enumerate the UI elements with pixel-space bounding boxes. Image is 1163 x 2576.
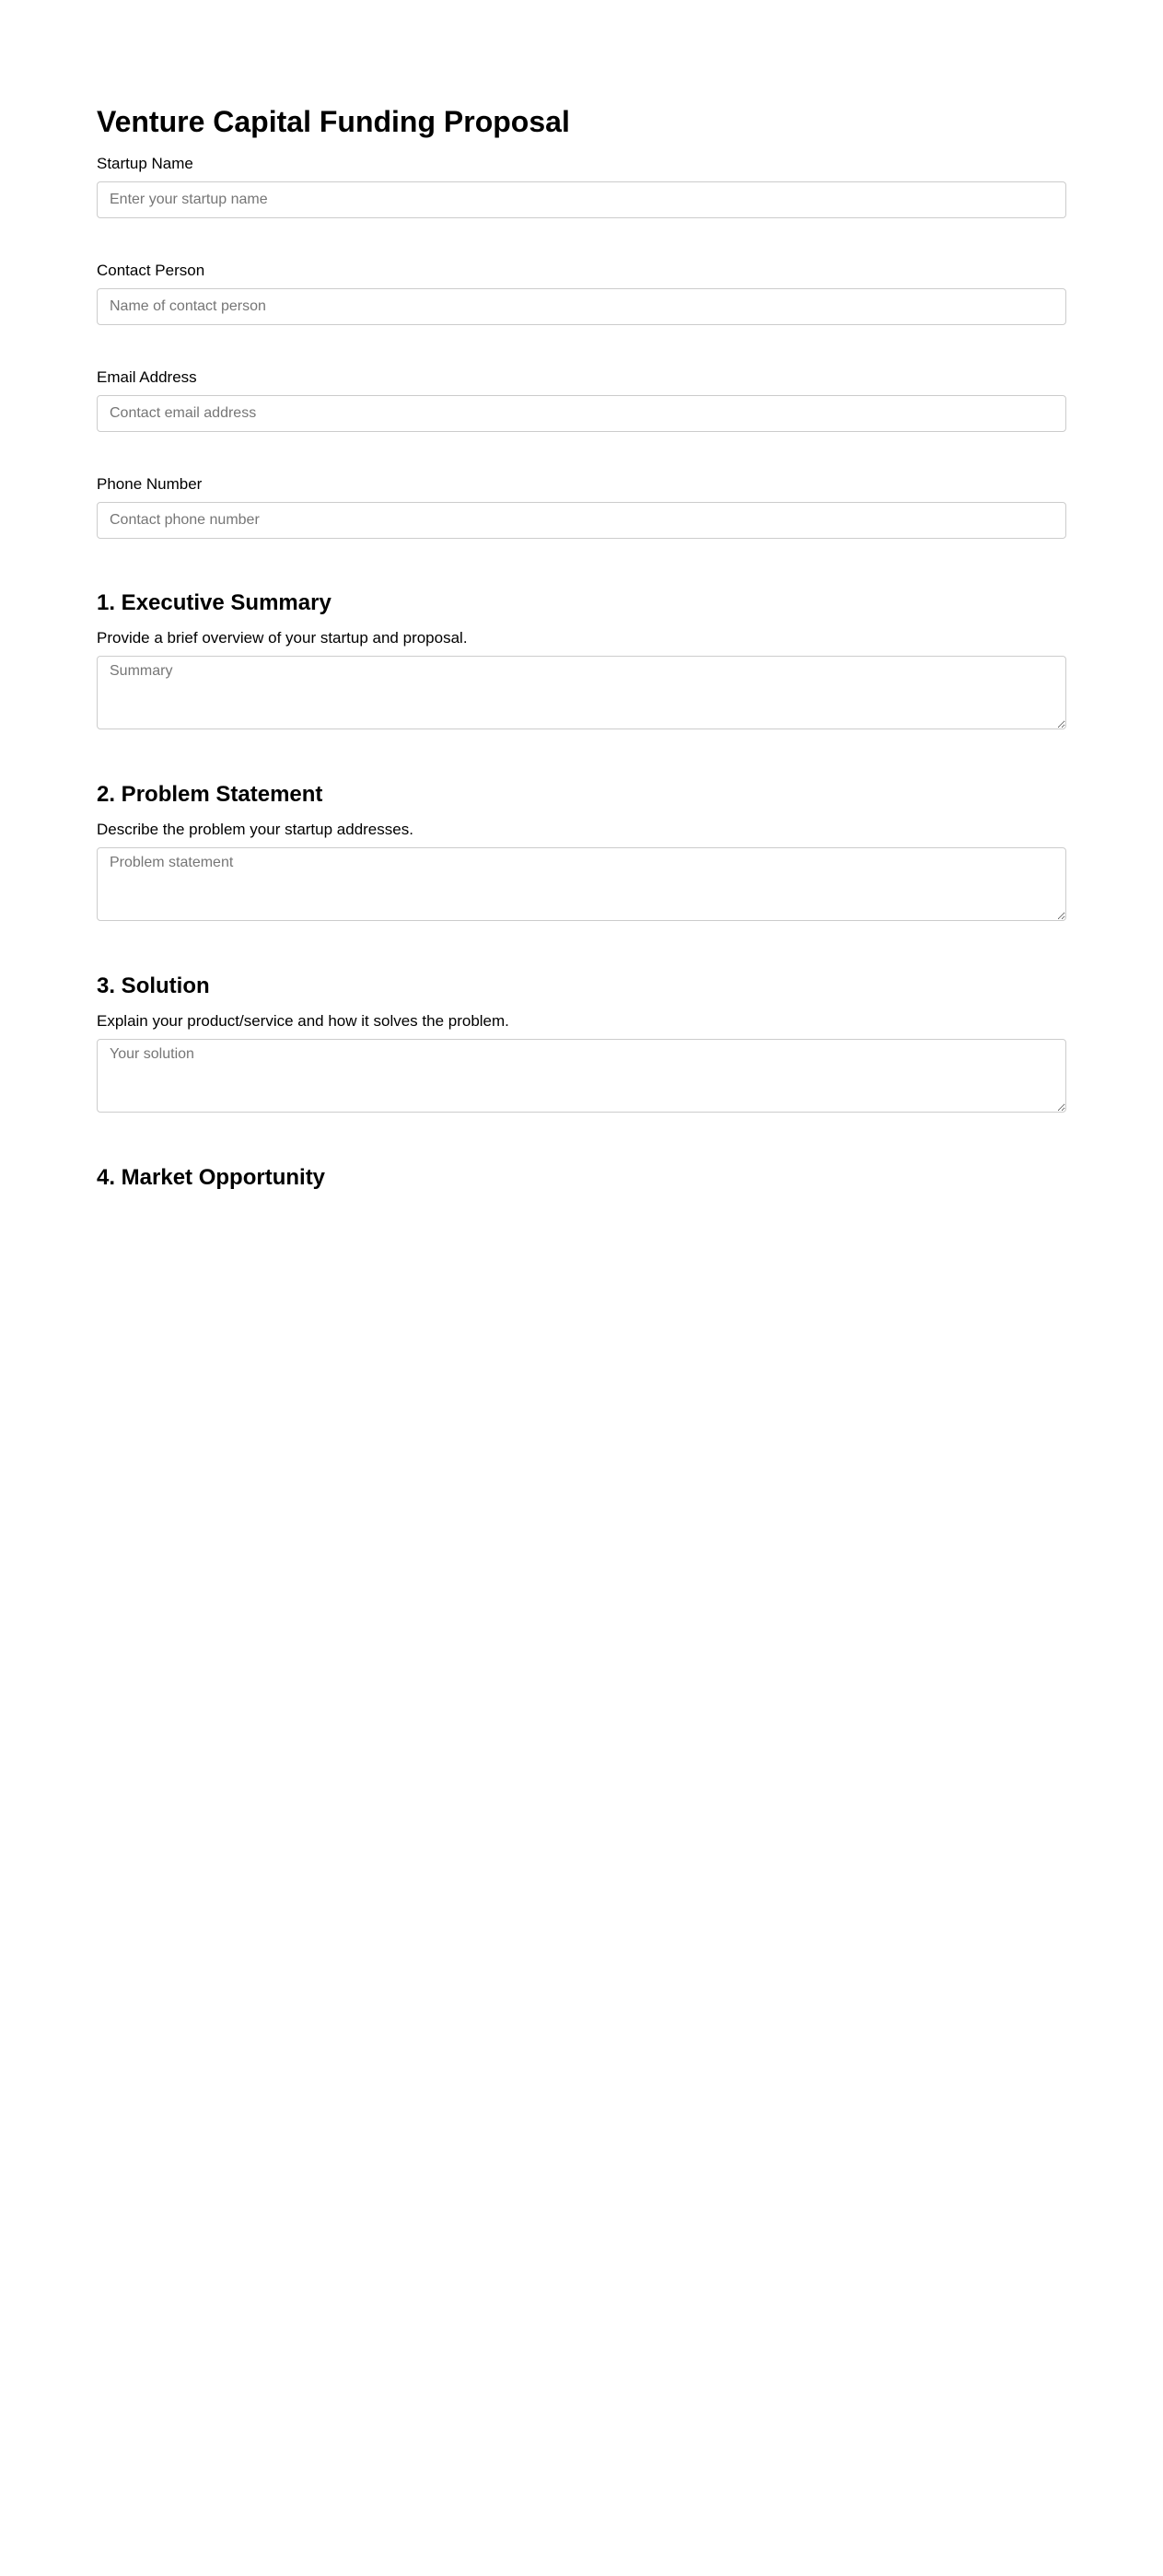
contact-person-input[interactable] xyxy=(97,288,1066,325)
phone-number-input[interactable] xyxy=(97,502,1066,539)
problem-statement-textarea[interactable] xyxy=(97,847,1066,921)
contact-person-label: Contact Person xyxy=(97,262,205,279)
executive-summary-textarea[interactable] xyxy=(97,656,1066,729)
market-opportunity-heading: 4. Market Opportunity xyxy=(97,1165,326,1190)
problem-statement-heading: 2. Problem Statement xyxy=(97,782,323,807)
solution-description: Explain your product/service and how it solves the problem. xyxy=(97,1012,509,1030)
email-address-label: Email Address xyxy=(97,368,197,386)
problem-statement-description: Describe the problem your startup addresses. xyxy=(97,821,413,838)
startup-name-label: Startup Name xyxy=(97,155,193,172)
page-title: Venture Capital Funding Proposal xyxy=(97,105,570,138)
phone-number-label: Phone Number xyxy=(97,475,203,493)
executive-summary-heading: 1. Executive Summary xyxy=(97,590,331,615)
solution-textarea[interactable] xyxy=(97,1039,1066,1113)
email-address-input[interactable] xyxy=(97,395,1066,432)
solution-heading: 3. Solution xyxy=(97,973,210,998)
startup-name-input[interactable] xyxy=(97,181,1066,218)
executive-summary-description: Provide a brief overview of your startup and proposal. xyxy=(97,629,468,647)
